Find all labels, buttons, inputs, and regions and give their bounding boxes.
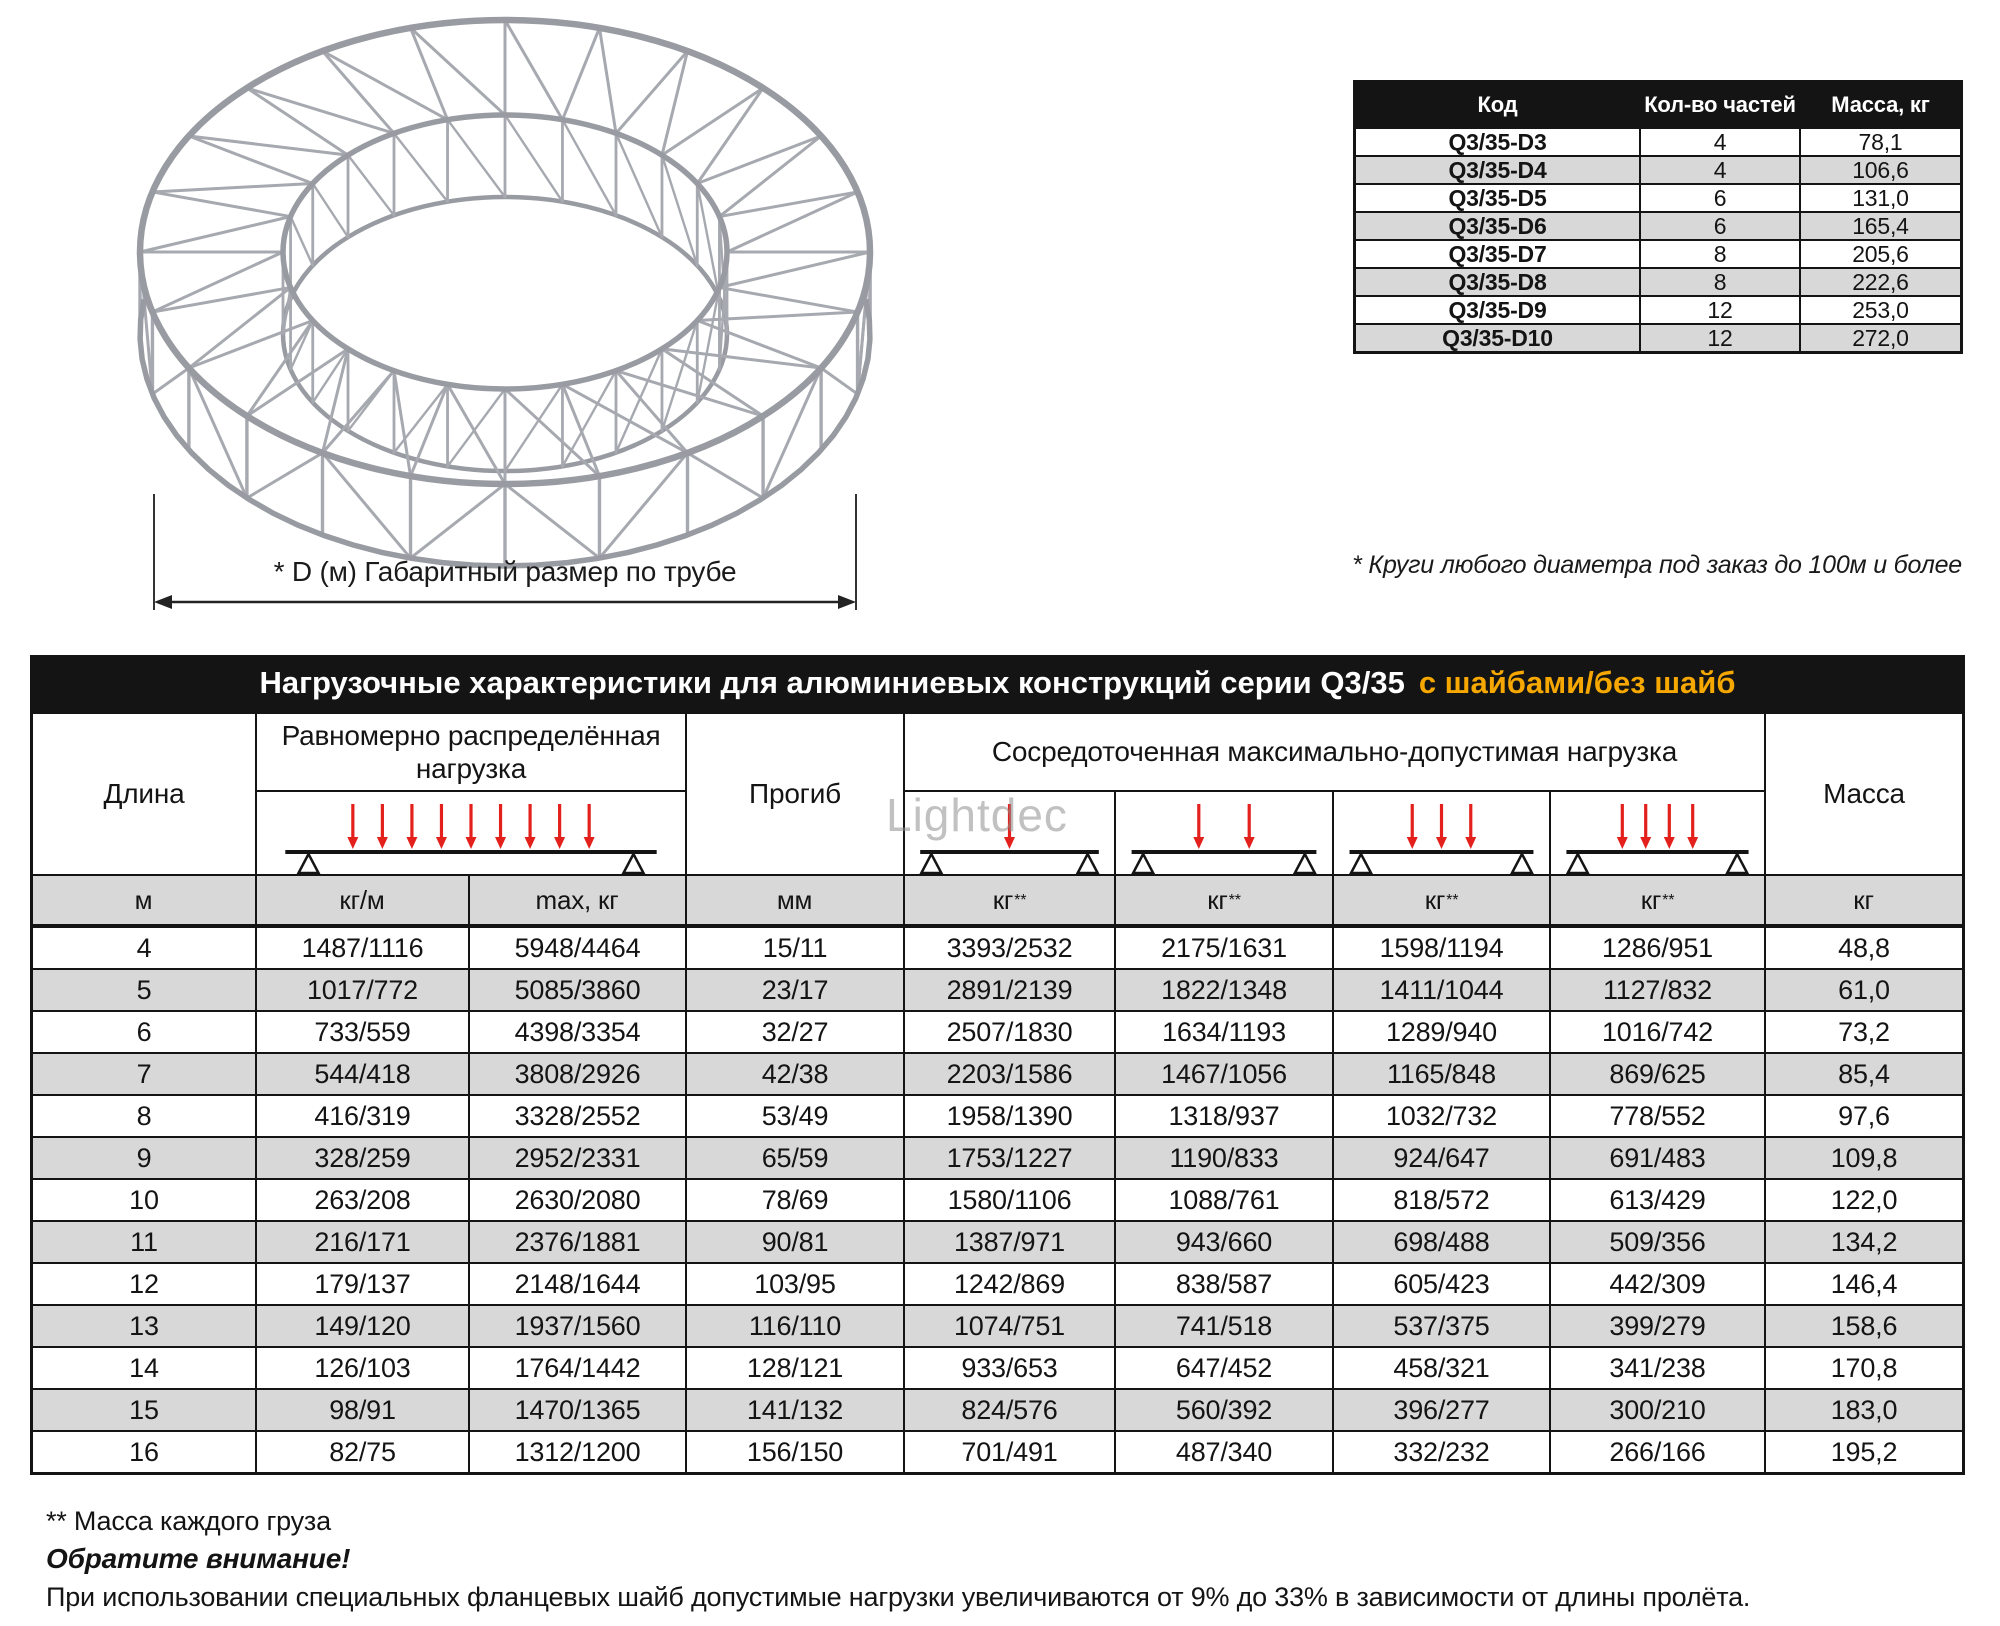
load-cell: 300/210 — [1551, 1390, 1764, 1430]
load-cell: 838/587 — [1116, 1264, 1332, 1304]
load-cell: 3393/2532 — [905, 928, 1114, 968]
load-cell: 605/423 — [1334, 1264, 1549, 1304]
load-cell: 1165/848 — [1334, 1054, 1549, 1094]
load-cell: 701/491 — [905, 1432, 1114, 1472]
load-cell: 924/647 — [1334, 1138, 1549, 1178]
load-cell: 128/121 — [687, 1348, 903, 1388]
load-cell: 416/319 — [257, 1096, 468, 1136]
unit-length: м — [33, 876, 255, 926]
load-cell: 1286/951 — [1551, 928, 1764, 968]
unit-kg-1: кг ** — [905, 876, 1114, 926]
load-cell: 98/91 — [257, 1390, 468, 1430]
load-cell: 824/576 — [905, 1390, 1114, 1430]
load-cell: 48,8 — [1766, 928, 1962, 968]
attention-title: Обратите внимание! — [46, 1543, 351, 1574]
load-cell: 560/392 — [1116, 1390, 1332, 1430]
load-cell: 1598/1194 — [1334, 928, 1549, 968]
load-cell: 78/69 — [687, 1180, 903, 1220]
parts-col-code: Код — [1356, 83, 1639, 127]
load-cell: 149/120 — [257, 1306, 468, 1346]
load-cell: 12 — [33, 1264, 255, 1304]
parts-table — [1353, 80, 1963, 354]
parts-col-count: Кол-во частей — [1641, 83, 1799, 127]
load-cell: 16 — [33, 1432, 255, 1472]
load-cell: 266/166 — [1551, 1432, 1764, 1472]
load-cell: 1822/1348 — [1116, 970, 1332, 1010]
parts-cell-parts: 4 — [1641, 129, 1799, 155]
load-cell: 42/38 — [687, 1054, 903, 1094]
watermark: Lightdec — [886, 789, 1068, 841]
load-cell: 933/653 — [905, 1348, 1114, 1388]
load-cell: 647/452 — [1116, 1348, 1332, 1388]
load-cell: 32/27 — [687, 1012, 903, 1052]
mass-footnote: ** Масса каждого груза — [46, 1506, 331, 1536]
load-cell: 544/418 — [257, 1054, 468, 1094]
load-cell: 61,0 — [1766, 970, 1962, 1010]
load-cell: 15/11 — [687, 928, 903, 968]
load-table-title — [30, 655, 1965, 711]
load-cell: 509/356 — [1551, 1222, 1764, 1262]
load-cell: 487/340 — [1116, 1432, 1332, 1472]
load-cell: 179/137 — [257, 1264, 468, 1304]
unit-kg-2: кг ** — [1116, 876, 1332, 926]
load-cell: 85,4 — [1766, 1054, 1962, 1094]
load-cell: 943/660 — [1116, 1222, 1332, 1262]
load-cell: 1017/772 — [257, 970, 468, 1010]
parts-cell-parts: 6 — [1641, 213, 1799, 239]
load-cell: 698/488 — [1334, 1222, 1549, 1262]
beam-diagram — [260, 794, 682, 874]
parts-note: * Круги любого диаметра под заказ до 100м и более — [1352, 551, 1962, 579]
load-table-title-accent: с шайбами/без шайб — [1418, 665, 1736, 700]
load-cell: 134,2 — [1766, 1222, 1962, 1262]
parts-cell-parts: 4 — [1641, 157, 1799, 183]
load-cell: 216/171 — [257, 1222, 468, 1262]
load-cell: 328/259 — [257, 1138, 468, 1178]
load-cell: 332/232 — [1334, 1432, 1549, 1472]
load-cell: 399/279 — [1551, 1306, 1764, 1346]
load-cell: 1312/1200 — [470, 1432, 685, 1472]
load-cell: 15 — [33, 1390, 255, 1430]
load-cell: 2630/2080 — [470, 1180, 685, 1220]
load-cell: 126/103 — [257, 1348, 468, 1388]
dimension-label: * D (м) Габаритный размер по трубе — [273, 556, 737, 587]
load-cell: 1937/1560 — [470, 1306, 685, 1346]
load-cell: 103/95 — [687, 1264, 903, 1304]
load-cell: 2507/1830 — [905, 1012, 1114, 1052]
parts-cell-mass: 205,6 — [1801, 241, 1960, 267]
load-cell: 13 — [33, 1306, 255, 1346]
load-cell: 1958/1390 — [905, 1096, 1114, 1136]
concentrated-load-diagram-4 — [1551, 792, 1764, 874]
unit-kg-m: кг/м — [257, 876, 468, 926]
load-cell: 97,6 — [1766, 1096, 1962, 1136]
load-cell: 65/59 — [687, 1138, 903, 1178]
load-cell: 2148/1644 — [470, 1264, 685, 1304]
load-cell: 1487/1116 — [257, 928, 468, 968]
load-cell: 1318/937 — [1116, 1096, 1332, 1136]
parts-cell-mass: 78,1 — [1801, 129, 1960, 155]
parts-cell-parts: 12 — [1641, 325, 1799, 351]
col-header-concentrated-load: Сосредоточенная максимально-допустимая нагрузка — [905, 714, 1764, 790]
load-cell: 458/321 — [1334, 1348, 1549, 1388]
load-cell: 778/552 — [1551, 1096, 1764, 1136]
load-cell: 741/518 — [1116, 1306, 1332, 1346]
load-table — [30, 655, 1965, 1475]
parts-cell-code: Q3/35-D10 — [1356, 325, 1639, 351]
beam-diagram — [1554, 794, 1761, 874]
parts-cell-mass: 222,6 — [1801, 269, 1960, 295]
load-cell: 1127/832 — [1551, 970, 1764, 1010]
load-cell: 613/429 — [1551, 1180, 1764, 1220]
parts-cell-mass: 165,4 — [1801, 213, 1960, 239]
load-cell: 4 — [33, 928, 255, 968]
attention-text: При использовании специальных фланцевых шайб допустимые нагрузки увеличиваются от 9% до 33% в зависимости от длины пролёта. — [46, 1582, 1751, 1612]
parts-col-mass: Масса, кг — [1801, 83, 1960, 127]
load-cell: 122,0 — [1766, 1180, 1962, 1220]
parts-cell-mass: 253,0 — [1801, 297, 1960, 323]
load-cell: 1753/1227 — [905, 1138, 1114, 1178]
load-cell: 2891/2139 — [905, 970, 1114, 1010]
load-cell: 537/375 — [1334, 1306, 1549, 1346]
parts-cell-code: Q3/35-D8 — [1356, 269, 1639, 295]
load-cell: 1074/751 — [905, 1306, 1114, 1346]
load-cell: 7 — [33, 1054, 255, 1094]
load-cell: 11 — [33, 1222, 255, 1262]
parts-cell-mass: 131,0 — [1801, 185, 1960, 211]
load-cell: 195,2 — [1766, 1432, 1962, 1472]
load-cell: 1764/1442 — [470, 1348, 685, 1388]
load-cell: 116/110 — [687, 1306, 903, 1346]
parts-cell-parts: 8 — [1641, 269, 1799, 295]
load-cell: 818/572 — [1334, 1180, 1549, 1220]
load-cell: 341/238 — [1551, 1348, 1764, 1388]
col-header-length: Длина — [33, 714, 255, 874]
col-header-uniform-load: Равномерно распределённая нагрузка — [257, 714, 685, 790]
load-cell: 691/483 — [1551, 1138, 1764, 1178]
load-cell: 170,8 — [1766, 1348, 1962, 1388]
parts-cell-code: Q3/35-D5 — [1356, 185, 1639, 211]
uniform-load-diagram — [257, 792, 685, 874]
load-cell: 109,8 — [1766, 1138, 1962, 1178]
load-cell: 2376/1881 — [470, 1222, 685, 1262]
load-cell: 146,4 — [1766, 1264, 1962, 1304]
load-cell: 1411/1044 — [1334, 970, 1549, 1010]
parts-cell-mass: 106,6 — [1801, 157, 1960, 183]
load-cell: 1467/1056 — [1116, 1054, 1332, 1094]
load-cell: 73,2 — [1766, 1012, 1962, 1052]
load-cell: 5948/4464 — [470, 928, 685, 968]
load-cell: 82/75 — [257, 1432, 468, 1472]
load-cell: 1580/1106 — [905, 1180, 1114, 1220]
col-header-mass: Масса — [1766, 714, 1962, 874]
parts-cell-code: Q3/35-D3 — [1356, 129, 1639, 155]
load-cell: 3328/2552 — [470, 1096, 685, 1136]
load-cell: 869/625 — [1551, 1054, 1764, 1094]
load-cell: 1032/732 — [1334, 1096, 1549, 1136]
parts-cell-code: Q3/35-D9 — [1356, 297, 1639, 323]
load-cell: 6 — [33, 1012, 255, 1052]
load-cell: 1470/1365 — [470, 1390, 685, 1430]
parts-cell-mass: 272,0 — [1801, 325, 1960, 351]
load-cell: 158,6 — [1766, 1306, 1962, 1346]
load-cell: 1242/869 — [905, 1264, 1114, 1304]
load-cell: 2203/1586 — [905, 1054, 1114, 1094]
load-cell: 14 — [33, 1348, 255, 1388]
parts-cell-code: Q3/35-D4 — [1356, 157, 1639, 183]
load-cell: 733/559 — [257, 1012, 468, 1052]
parts-cell-code: Q3/35-D7 — [1356, 241, 1639, 267]
load-cell: 442/309 — [1551, 1264, 1764, 1304]
load-cell: 263/208 — [257, 1180, 468, 1220]
load-table-title-main: Нагрузочные характеристики для алюминиевых конструкций серии Q3/35 — [259, 665, 1405, 700]
load-cell: 156/150 — [687, 1432, 903, 1472]
concentrated-load-diagram-2 — [1116, 792, 1332, 874]
load-cell: 4398/3354 — [470, 1012, 685, 1052]
load-cell: 10 — [33, 1180, 255, 1220]
load-cell: 5 — [33, 970, 255, 1010]
concentrated-load-diagram-3 — [1334, 792, 1549, 874]
load-cell: 90/81 — [687, 1222, 903, 1262]
load-cell: 1088/761 — [1116, 1180, 1332, 1220]
load-cell: 2175/1631 — [1116, 928, 1332, 968]
beam-diagram — [1119, 794, 1329, 874]
unit-mm: мм — [687, 876, 903, 926]
load-cell: 1190/833 — [1116, 1138, 1332, 1178]
load-cell: 1016/742 — [1551, 1012, 1764, 1052]
load-cell: 1289/940 — [1334, 1012, 1549, 1052]
dimension-arrow — [140, 490, 870, 615]
load-cell: 141/132 — [687, 1390, 903, 1430]
load-cell: 183,0 — [1766, 1390, 1962, 1430]
parts-cell-code: Q3/35-D6 — [1356, 213, 1639, 239]
col-header-deflection: Прогиб — [687, 714, 903, 874]
load-cell: 5085/3860 — [470, 970, 685, 1010]
unit-kg-3: кг ** — [1334, 876, 1549, 926]
load-cell: 396/277 — [1334, 1390, 1549, 1430]
load-cell: 1387/971 — [905, 1222, 1114, 1262]
beam-diagram — [1337, 794, 1546, 874]
load-cell: 23/17 — [687, 970, 903, 1010]
load-cell: 9 — [33, 1138, 255, 1178]
parts-cell-parts: 12 — [1641, 297, 1799, 323]
parts-cell-parts: 8 — [1641, 241, 1799, 267]
load-cell: 1634/1193 — [1116, 1012, 1332, 1052]
load-cell: 8 — [33, 1096, 255, 1136]
load-cell: 53/49 — [687, 1096, 903, 1136]
unit-kg-mass: кг — [1766, 876, 1962, 926]
load-cell: 2952/2331 — [470, 1138, 685, 1178]
unit-kg-4: кг ** — [1551, 876, 1764, 926]
parts-cell-parts: 6 — [1641, 185, 1799, 211]
unit-max-kg: max, кг — [470, 876, 685, 926]
load-cell: 3808/2926 — [470, 1054, 685, 1094]
